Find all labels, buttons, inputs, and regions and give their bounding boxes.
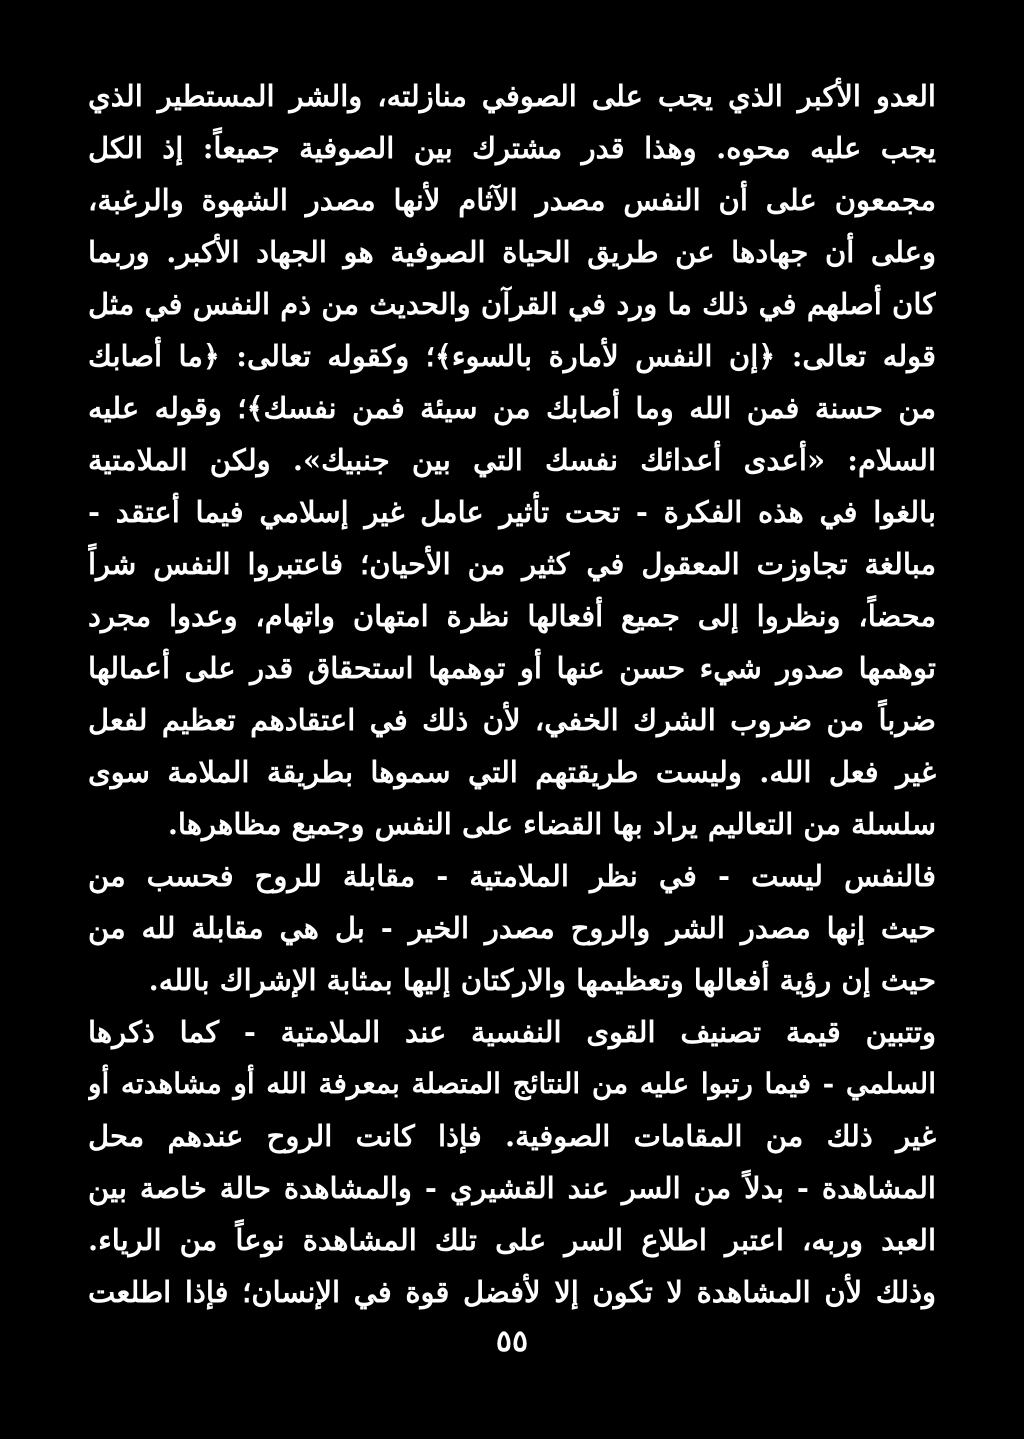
text-line: العدو الأكبر الذي يجب على الصوفي منازلته، والشر المستطير الذي [88,79,936,113]
text-line: وعلى أن جهادها عن طريق الحياة الصوفية هو الجهاد الأكبر. وربما [88,235,936,269]
text-line: وذلك لأن المشاهدة لا تكون إلا لأفضل قوة في الإنسان؛ فإذا اطلعت [88,1275,936,1309]
text-line: كان أصلهم في ذلك ما ورد في القرآن والحديث من ذم النفس في مثل [88,287,936,321]
text-line: مبالغة تجاوزت المعقول في كثير من الأحيان؛ فاعتبروا النفس شراً [88,547,936,581]
text-line: توهمها صدور شيء حسن عنها أو توهمها استحقاق قدر على أعمالها [88,651,936,685]
text-line: يجب عليه محوه. وهذا قدر مشترك بين الصوفية جميعاً: إذ الكل [88,131,936,165]
text-line: فالنفس ليست - في نظر الملامتية - مقابلة للروح فحسب من [88,859,936,893]
text-line: غير ذلك من المقامات الصوفية. فإذا كانت الروح عندهم محل [88,1119,936,1153]
text-line: السلمي - فيما رتبوا عليه من النتائج المتصلة بمعرفة الله أو مشاهدته أو [88,1067,936,1100]
text-line: المشاهدة - بدلاً من السر عند القشيري - والمشاهدة حالة خاصة بين [88,1171,936,1205]
paragraph-end-line: حيث إن رؤية أفعالها وتعظيمها والاركتان إليها بمثابة الإشراك بالله. [148,963,936,997]
text-line: وتتبين قيمة تصنيف القوى النفسية عند الملامتية - كما ذكرها [88,1015,936,1049]
text-line: مجمعون على أن النفس مصدر الآثام لأنها مصدر الشهوة والرغبة، [88,183,936,217]
text-line: السلام: «أعدى أعدائك نفسك التي بين جنبيك». ولكن الملامتية [88,443,936,477]
text-line: محضاً، ونظروا إلى جميع أفعالها نظرة امتهان واتهام، وعدوا مجرد [88,599,936,633]
text-line: حيث إنها مصدر الشر والروح مصدر الخير - بل هي مقابلة لله من [88,911,936,945]
text-line: قوله تعالى: ﴿إن النفس لأمارة بالسوء﴾؛ وكقوله تعالى: ﴿ما أصابك [88,339,936,373]
text-line: بالغوا في هذه الفكرة - تحت تأثير عامل غير إسلامي فيما أعتقد - [88,495,936,529]
text-line: ضرباً من ضروب الشرك الخفي، لأن ذلك في اعتقادهم تعظيم لفعل [88,703,936,737]
text-line: من حسنة فمن الله وما أصابك من سيئة فمن نفسك﴾؛ وقوله عليه [88,391,936,425]
body-text [88,70,936,1318]
page-number: ٥٥ [495,1324,529,1359]
text-line: غير فعل الله. وليست طريقتهم التي سموها بطريقة الملامة سوى [88,755,936,789]
text-line: العبد وربه، اعتبر اطلاع السر على تلك المشاهدة نوعاً من الرياء. [88,1223,936,1257]
paragraph-end-line: سلسلة من التعاليم يراد بها القضاء على النفس وجميع مظاهرها. [167,807,936,841]
